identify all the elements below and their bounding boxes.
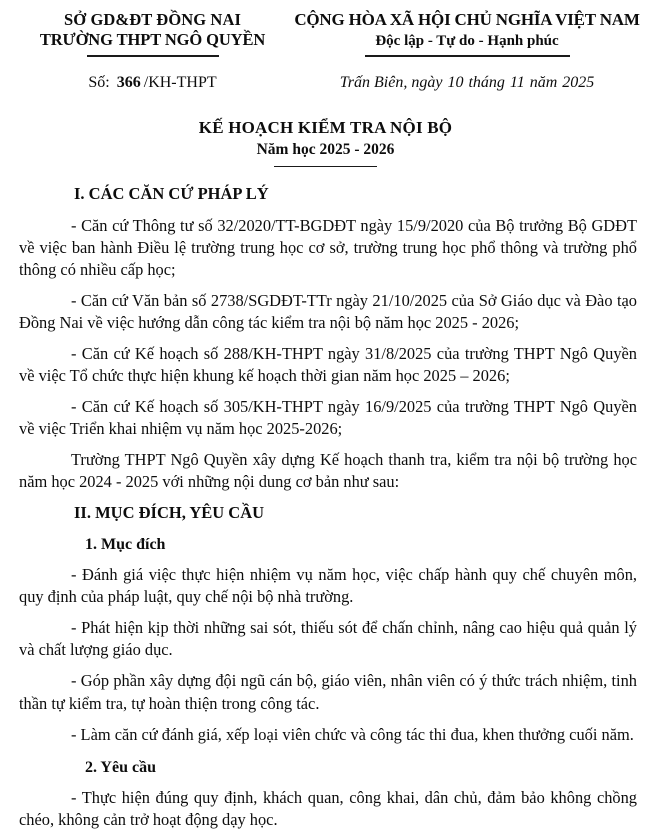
issuing-authority-block: [11, 8, 294, 57]
issue-year: 2025: [562, 73, 595, 91]
national-heading-block: [294, 8, 640, 57]
legal-basis-item: - Căn cứ Kế hoạch số 305/KH-THPT ngày 16/9/2025 của trường THPT Ngô Quyền về việc Triển khai nhiệm vụ năm học 2025-2026;: [19, 397, 637, 439]
purpose-item: - Góp phần xây dựng đội ngũ cán bộ, giáo viên, nhân viên có ý thức trách nhiệm, tinh thần tự kiểm tra, tự hoàn thiện trong công tác.: [19, 671, 637, 713]
document-number-suffix: /KH-THPT: [143, 73, 217, 91]
legal-basis-item: - Căn cứ Văn bản số 2738/SGDĐT-TTr ngày 21/10/2025 của Sở Giáo dục và Đào tạo Đồng Nai về việc hướng dẫn công tác kiểm tra nội bộ năm học 2025 - 2026;: [19, 290, 637, 332]
document-body: [11, 183, 640, 831]
header-left-divider: [87, 55, 219, 57]
purpose-item: - Làm căn cứ đánh giá, xếp loại viên chức và công tác thi đua, khen thưởng cuối năm.: [71, 724, 634, 744]
document-number-value: 366: [116, 73, 141, 91]
month-label: tháng: [468, 73, 505, 91]
section-heading-legal-basis: I. CÁC CĂN CỨ PHÁP LÝ: [74, 184, 269, 204]
purpose-item: - Đánh giá việc thực hiện nhiệm vụ năm học, việc chấp hành quy chế chuyên môn, quy định của pháp luật, quy chế nội bộ nhà trường.: [19, 565, 637, 607]
year-label: năm: [529, 73, 558, 91]
issue-place: Trấn Biên, ngày: [339, 73, 443, 91]
department-name: SỞ GD&ĐT ĐỒNG NAI: [64, 10, 241, 29]
title-divider: [274, 166, 377, 168]
document-number-block: [11, 74, 294, 92]
national-motto: Độc lập - Tự do - Hạnh phúc: [375, 32, 559, 49]
document-number-label: Số:: [88, 73, 110, 91]
school-name: TRƯỜNG THPT NGÔ QUYỀN: [39, 30, 266, 50]
section-heading-purpose-requirements: II. MỤC ĐÍCH, YÊU CẦU: [74, 503, 265, 523]
legal-basis-item: - Căn cứ Kế hoạch số 288/KH-THPT ngày 31/8/2025 của trường THPT Ngô Quyền về việc Tổ chức thực hiện khung kế hoạch thời gian năm học 2025 – 2026;: [19, 344, 637, 386]
issue-month: 11: [509, 73, 525, 91]
document-header: [11, 8, 640, 57]
purpose-item: - Phát hiện kịp thời những sai sót, thiếu sót để chấn chỉnh, nâng cao hiệu quả quản lý và chất lượng giáo dục.: [19, 618, 637, 660]
header-right-divider: [365, 55, 570, 57]
subsection-heading-requirements: 2. Yêu cầu: [85, 758, 156, 776]
subsection-heading-purpose: 1. Mục đích: [85, 535, 166, 553]
document-reference-row: [11, 74, 640, 92]
country-name: CỘNG HÒA XÃ HỘI CHỦ NGHĨA VIỆT NAM: [294, 10, 640, 29]
document-title: KẾ HOẠCH KIỂM TRA NỘI BỘ: [198, 117, 453, 137]
legal-basis-item: - Căn cứ Thông tư số 32/2020/TT-BGDĐT ngày 15/9/2020 của Bộ trưởng Bộ GDĐT về việc ban hành Điều lệ trường trung học cơ sở, trường trung học phổ thông và trường phổ thông có nhiều cấp học;: [19, 215, 637, 279]
title-block: [11, 118, 640, 168]
requirement-item: - Thực hiện đúng quy định, khách quan, công khai, dân chủ, đảm bảo không chồng chéo, không cản trở hoạt động dạy học.: [19, 788, 637, 830]
issue-day: 10: [447, 73, 464, 91]
document-subtitle: Năm học 2025 - 2026: [256, 140, 395, 158]
introduction-paragraph: Trường THPT Ngô Quyền xây dựng Kế hoạch thanh tra, kiểm tra nội bộ trường học năm học 2024 - 2025 với những nội dung cơ bản như sau:: [19, 450, 637, 492]
issue-date-block: [294, 74, 640, 92]
